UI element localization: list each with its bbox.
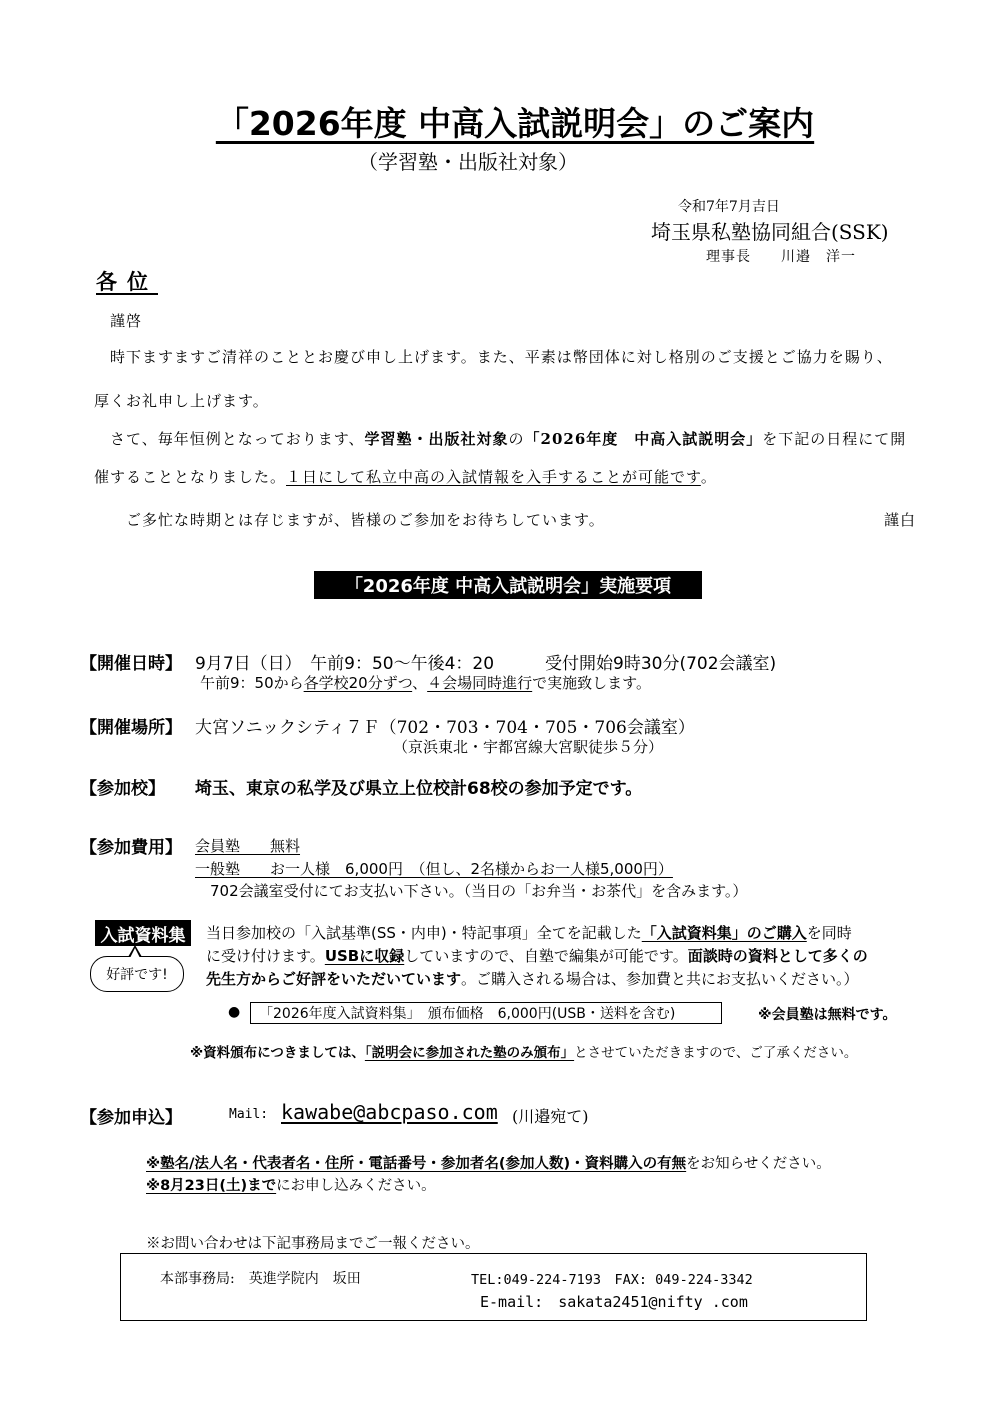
body-paragraph-4: ご多忙な時期とは存じますが、皆様のご参加をお待ちしています。 (126, 511, 605, 529)
datetime-label: 【開催日時】 (80, 654, 182, 674)
speech-bubble-tail-inner (130, 948, 140, 958)
materials-line-1: 当日参加校の「入試基準(SS・内申)・特記事項」全てを記載した「入試資料集」のご購入を同時 (206, 924, 852, 942)
member-note: ※会員塾は無料です。 (758, 1007, 897, 1023)
body-paragraph-3: 催することとなりました。１日にして私立中高の入試情報を入手することが可能です。 (94, 468, 717, 486)
event-name: 「2026年度 中高入試説明会」 (524, 430, 763, 448)
venue-value: 大宮ソニックシティ７Ｆ（702・703・704・705・706会議室） (195, 718, 695, 738)
issue-date: 令和7年7月吉日 (678, 199, 780, 215)
contact-email[interactable]: E-mail: sakata2451@nifty .com (480, 1293, 748, 1311)
section-heading: 「2026年度 中高入試説明会」実施要項 (314, 571, 702, 599)
apply-note-2: ※8月23日(土)までにお申し込みください。 (146, 1178, 436, 1194)
mail-label: Mail: (229, 1107, 269, 1122)
page-title: 「2026年度 中高入試説明会」のご案内 (215, 104, 815, 143)
price-box: 「2026年度入試資料集」 頒布価格 6,000円(USB・送料を含む) (250, 1002, 722, 1024)
materials-line-3: 先生方からご好評をいただいています。ご購入される場合は、参加費と共にお支払いください。） (206, 970, 859, 988)
closing-word: 謹白 (884, 511, 917, 529)
apply-note-1: ※塾名/法人名・代表者名・住所・電話番号・参加者名(参加人数)・資料購入の有無をお知らせください。 (146, 1156, 831, 1172)
contact-intro: ※お問い合わせは下記事務局までご一報ください。 (146, 1236, 480, 1252)
body-paragraph-1-line-2: 厚くお礼申し上げます。 (94, 392, 269, 410)
body-paragraph-1-line-1: 時下ますますご清祥のこととお慶び申し上げます。また、平素は幣団体に対し格別のご支援とご協力を賜り、 (110, 348, 893, 366)
audience-highlight: 学習塾・出版社対象 (364, 430, 509, 448)
apply-recipient: (川邉宛て) (512, 1107, 589, 1126)
apply-email-link[interactable]: kawabe@abcpaso.com (281, 1100, 498, 1124)
materials-label: 入試資料集 (95, 920, 191, 946)
schools-value: 埼玉、東京の私学及び県立上位校計68校の参加予定です。 (195, 779, 643, 799)
page-subtitle: （学習塾・出版社対象） (358, 150, 578, 174)
datetime-note: 午前9：50から各学校20分ずつ、４会場同時進行で実施致します。 (200, 674, 651, 692)
fee-member: 会員塾 無料 (195, 837, 301, 855)
datetime-value: 9月7日（日） 午前9：50〜午後4：20 受付開始9時30分(702会議室) (195, 654, 777, 674)
apply-label: 【参加申込】 (80, 1108, 182, 1128)
speech-bubble: 好評です! (90, 956, 184, 992)
fee-payment: 702会議室受付にてお支払い下さい。（当日の「お弁当・お茶代」を含みます。） (210, 882, 748, 900)
bullet-icon: ● (228, 1004, 241, 1020)
venue-note: （京浜東北・宇都宮線大宮駅徒歩５分） (393, 738, 664, 756)
schools-label: 【参加校】 (80, 779, 165, 799)
key-benefit: １日にして私立中高の入試情報を入手することが可能です (286, 468, 701, 486)
fee-general: 一般塾 お一人様 6,000円 （但し、2名様からお一人様5,000円） (195, 860, 673, 878)
venue-label: 【開催場所】 (80, 718, 182, 738)
organization-name: 埼玉県私塾協同組合(SSK) (651, 220, 889, 244)
contact-phone: TEL:049-224-7193 FAX: 049-224-3342 (471, 1272, 753, 1288)
materials-line-2: に受け付けます。USBに収録していますので、自塾で編集が可能です。面談時の資料として多くの (206, 947, 868, 965)
addressee: 各位 (96, 270, 158, 294)
contact-office: 本部事務局: 英進学院内 坂田 (160, 1271, 361, 1287)
opening-greeting: 謹啓 (110, 312, 143, 330)
chairman-name: 理事長 川邉 洋一 (706, 249, 856, 265)
fee-label: 【参加費用】 (80, 838, 182, 858)
body-paragraph-2: さて、毎年恒例となっております、学習塾・出版社対象の「2026年度 中高入試説明会」を下記の日程にて開 (110, 430, 907, 448)
distribution-note: ※資料頒布につきましては、「説明会に参加された塾のみ頒布」とさせていただきますので、ご了承ください。 (190, 1045, 858, 1061)
